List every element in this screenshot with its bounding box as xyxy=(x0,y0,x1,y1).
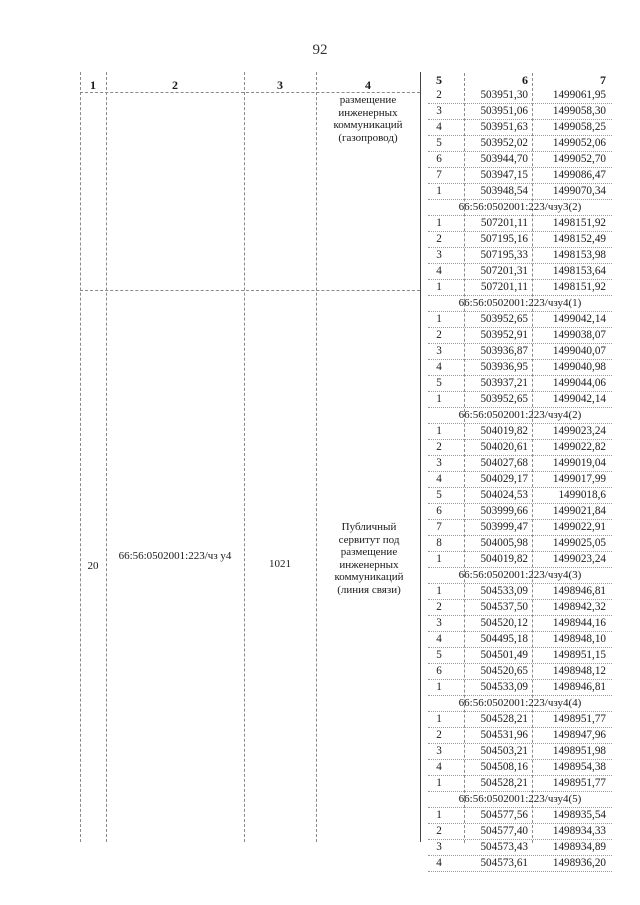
coordinate-row xyxy=(428,472,612,488)
coord-y: 1498151,92 xyxy=(552,217,606,229)
coord-y: 1499023,24 xyxy=(552,553,606,565)
header-col-3: 3 xyxy=(277,78,283,92)
coord-x: 503952,65 xyxy=(480,393,528,405)
cadastral-number: 66:56:0502001:223/чз у4 xyxy=(118,550,232,562)
point-number: 1 xyxy=(436,313,442,325)
coord-x: 507201,31 xyxy=(480,265,528,277)
coord-y: 1499052,06 xyxy=(552,137,606,149)
sub-zone-label-text: 66:56:0502001:223/чзу4(4) xyxy=(458,697,582,709)
coord-x: 504577,56 xyxy=(480,809,528,821)
point-number: 3 xyxy=(436,617,442,629)
point-number: 6 xyxy=(436,153,442,165)
coordinate-row xyxy=(428,824,612,840)
point-number: 5 xyxy=(436,649,442,661)
coord-x: 504533,09 xyxy=(480,585,528,597)
point-number: 1 xyxy=(436,585,442,597)
coordinate-row xyxy=(428,728,612,744)
coord-x: 504508,16 xyxy=(480,761,528,773)
coord-x: 503999,66 xyxy=(480,505,528,517)
coord-x: 6 xyxy=(522,73,528,87)
coordinate-row xyxy=(428,120,612,136)
coord-x: 504005,98 xyxy=(480,537,528,549)
point-number: 2 xyxy=(436,601,442,613)
sub-zone-label xyxy=(428,296,612,312)
point-number: 3 xyxy=(436,105,442,117)
coordinate-row xyxy=(428,104,612,120)
sub-zone-label-text: 66:56:0502001:223/чзу4(3) xyxy=(458,569,582,581)
point-number: 3 xyxy=(436,249,442,261)
coord-y: 1499040,98 xyxy=(552,361,606,373)
point-number: 4 xyxy=(436,857,442,869)
point-number: 1 xyxy=(436,777,442,789)
col-divider xyxy=(106,72,107,842)
coordinate-row xyxy=(428,760,612,776)
coord-x: 504019,82 xyxy=(480,425,528,437)
coordinate-row xyxy=(428,376,612,392)
sub-zone-label xyxy=(428,696,612,712)
coord-y: 1498153,98 xyxy=(552,249,606,261)
coord-y: 1498947,96 xyxy=(552,729,606,741)
point-number: 4 xyxy=(436,761,442,773)
point-number: 3 xyxy=(436,345,442,357)
point-number: 1 xyxy=(436,185,442,197)
record-number: 20 xyxy=(87,560,99,572)
point-number: 5 xyxy=(436,489,442,501)
coord-y: 1499023,24 xyxy=(552,425,606,437)
page-number: 92 xyxy=(312,42,328,58)
col-divider xyxy=(244,72,245,842)
coordinate-row xyxy=(428,664,612,680)
coord-y: 1498942,32 xyxy=(552,601,606,613)
point-number: 3 xyxy=(436,745,442,757)
coord-x: 504520,65 xyxy=(480,665,528,677)
point-number: 4 xyxy=(436,473,442,485)
coord-y: 1499044,06 xyxy=(552,377,606,389)
coord-y: 1498944,16 xyxy=(552,617,606,629)
coord-y: 1498951,77 xyxy=(552,713,606,725)
point-number: 1 xyxy=(436,393,442,405)
sub-zone-label-text: 66:56:0502001:223/чзу3(2) xyxy=(458,201,582,213)
coord-x: 504528,21 xyxy=(480,713,528,725)
coord-y: 1499042,14 xyxy=(552,313,606,325)
coord-y: 1499058,30 xyxy=(552,105,606,117)
point-number: 7 xyxy=(436,521,442,533)
coord-x: 504024,53 xyxy=(480,489,528,501)
coordinate-row xyxy=(428,88,612,104)
coord-y: 1499019,04 xyxy=(552,457,606,469)
coord-x: 504029,17 xyxy=(480,473,528,485)
coordinate-row xyxy=(428,504,612,520)
coord-y: 1499022,82 xyxy=(552,441,606,453)
coord-y: 7 xyxy=(600,73,606,87)
coord-x: 503937,21 xyxy=(480,377,528,389)
coordinate-row xyxy=(428,328,612,344)
coordinate-row xyxy=(428,840,612,856)
sub-zone-label-text: 66:56:0502001:223/чзу4(2) xyxy=(458,409,582,421)
coord-y: 1499052,70 xyxy=(552,153,606,165)
coord-y: 1499042,14 xyxy=(552,393,606,405)
point-number: 6 xyxy=(436,665,442,677)
coordinate-row xyxy=(428,808,612,824)
point-number: 3 xyxy=(436,841,442,853)
sub-zone-label-text: 66:56:0502001:223/чзу4(1) xyxy=(458,297,582,309)
coords-header-row xyxy=(428,73,612,88)
coord-x: 503952,91 xyxy=(480,329,528,341)
coord-x: 503947,15 xyxy=(480,169,528,181)
point-number: 3 xyxy=(436,457,442,469)
coordinate-row xyxy=(428,312,612,328)
purpose-top: размещение инженерных коммуникаций (газопровод) xyxy=(333,94,403,144)
point-number: 6 xyxy=(436,505,442,517)
coord-y: 1498153,64 xyxy=(552,265,606,277)
header-col-4: 4 xyxy=(365,78,371,92)
coord-y: 1498951,15 xyxy=(552,649,606,661)
coordinate-row xyxy=(428,856,612,872)
point-number: 5 xyxy=(436,137,442,149)
coord-x: 504020,61 xyxy=(480,441,528,453)
coordinate-row xyxy=(428,632,612,648)
coord-y: 1498934,33 xyxy=(552,825,606,837)
coordinate-row xyxy=(428,184,612,200)
coord-x: 507195,33 xyxy=(480,249,528,261)
point-number: 4 xyxy=(436,633,442,645)
coordinate-row xyxy=(428,488,612,504)
coord-y: 1499017,99 xyxy=(552,473,606,485)
col-divider xyxy=(80,72,81,842)
coord-y: 1499022,91 xyxy=(552,521,606,533)
col-divider xyxy=(316,72,317,842)
coord-x: 504531,96 xyxy=(480,729,528,741)
sub-zone-label-text: 66:56:0502001:223/чзу4(5) xyxy=(458,793,582,805)
coord-y: 1499038,07 xyxy=(552,329,606,341)
coord-x: 504533,09 xyxy=(480,681,528,693)
coord-y: 1498934,89 xyxy=(552,841,606,853)
coordinate-row xyxy=(428,344,612,360)
coord-x: 504520,12 xyxy=(480,617,528,629)
coord-x: 503951,63 xyxy=(480,121,528,133)
coord-x: 504501,49 xyxy=(480,649,528,661)
header-col-1: 1 xyxy=(90,78,96,92)
coordinates-list xyxy=(428,73,612,872)
point-number: 4 xyxy=(436,361,442,373)
coord-x: 503948,54 xyxy=(480,185,528,197)
coord-x: 504577,40 xyxy=(480,825,528,837)
sub-zone-label xyxy=(428,408,612,424)
point-number: 2 xyxy=(436,825,442,837)
coord-y: 1499018,6 xyxy=(558,489,606,501)
coord-x: 503951,30 xyxy=(480,89,528,101)
coordinate-row xyxy=(428,584,612,600)
coord-x: 503952,65 xyxy=(480,313,528,325)
coord-y: 1498935,54 xyxy=(552,809,606,821)
point-number: 4 xyxy=(436,265,442,277)
coordinate-row xyxy=(428,264,612,280)
coord-x: 504573,43 xyxy=(480,841,528,853)
coord-y: 1498954,38 xyxy=(552,761,606,773)
coord-y: 1499025,05 xyxy=(552,537,606,549)
point-number: 8 xyxy=(436,537,442,549)
coordinate-row xyxy=(428,616,612,632)
coord-y: 1498151,92 xyxy=(552,281,606,293)
coordinate-row xyxy=(428,552,612,568)
point-number: 2 xyxy=(436,329,442,341)
point-number: 1 xyxy=(436,713,442,725)
coordinate-row xyxy=(428,248,612,264)
point-number: 2 xyxy=(436,729,442,741)
coordinate-row xyxy=(428,600,612,616)
point-number: 1 xyxy=(436,553,442,565)
coord-x: 503936,95 xyxy=(480,361,528,373)
coordinate-row xyxy=(428,648,612,664)
coord-x: 504537,50 xyxy=(480,601,528,613)
sub-zone-label xyxy=(428,200,612,216)
coord-y: 1499061,95 xyxy=(552,89,606,101)
coord-y: 1498948,12 xyxy=(552,665,606,677)
row-divider xyxy=(80,290,420,291)
coord-y: 1498152,49 xyxy=(552,233,606,245)
coord-x: 503951,06 xyxy=(480,105,528,117)
coordinate-row xyxy=(428,360,612,376)
col-divider xyxy=(420,72,421,842)
purpose-main: Публичный сервитут под размещение инженерных коммуникаций (линия связи) xyxy=(334,521,404,596)
coord-y: 1499070,34 xyxy=(552,185,606,197)
coord-x: 504528,21 xyxy=(480,777,528,789)
coordinate-row xyxy=(428,392,612,408)
coord-y: 1499040,07 xyxy=(552,345,606,357)
point-number: 1 xyxy=(436,281,442,293)
coord-y: 1499058,25 xyxy=(552,121,606,133)
coordinate-row xyxy=(428,440,612,456)
coordinate-row xyxy=(428,152,612,168)
coordinate-row xyxy=(428,712,612,728)
point-number: 1 xyxy=(436,809,442,821)
coord-y: 1498936,20 xyxy=(552,857,606,869)
sub-zone-label xyxy=(428,792,612,808)
point-number: 2 xyxy=(436,233,442,245)
coordinate-row xyxy=(428,168,612,184)
coordinate-row xyxy=(428,680,612,696)
coord-x: 504027,68 xyxy=(480,457,528,469)
point-number: 2 xyxy=(436,89,442,101)
coord-x: 507195,16 xyxy=(480,233,528,245)
coordinate-row xyxy=(428,136,612,152)
coord-x: 507201,11 xyxy=(480,281,528,293)
coord-x: 507201,11 xyxy=(480,217,528,229)
coordinate-row xyxy=(428,232,612,248)
point-number: 5 xyxy=(436,377,442,389)
coord-x: 504495,18 xyxy=(480,633,528,645)
point-number: 4 xyxy=(436,121,442,133)
coord-y: 1498948,10 xyxy=(552,633,606,645)
coord-x: 503944,70 xyxy=(480,153,528,165)
coordinate-row xyxy=(428,536,612,552)
coordinate-row xyxy=(428,216,612,232)
coord-x: 503936,87 xyxy=(480,345,528,357)
coord-x: 504019,82 xyxy=(480,553,528,565)
coord-y: 1498946,81 xyxy=(552,585,606,597)
coordinate-row xyxy=(428,776,612,792)
coord-x: 503999,47 xyxy=(480,521,528,533)
area-value: 1021 xyxy=(269,558,291,570)
header-col-2: 2 xyxy=(172,78,178,92)
coord-y: 1499086,47 xyxy=(552,169,606,181)
coord-y: 1499021,84 xyxy=(552,505,606,517)
coord-x: 504573,61 xyxy=(480,857,528,869)
coordinate-row xyxy=(428,424,612,440)
sub-zone-label xyxy=(428,568,612,584)
point-number: 1 xyxy=(436,217,442,229)
coord-y: 1498951,77 xyxy=(552,777,606,789)
point-number: 1 xyxy=(436,425,442,437)
coord-y: 1498951,98 xyxy=(552,745,606,757)
coord-x: 503952,02 xyxy=(480,137,528,149)
point-number: 5 xyxy=(436,73,442,87)
coordinate-row xyxy=(428,744,612,760)
point-number: 7 xyxy=(436,169,442,181)
point-number: 1 xyxy=(436,681,442,693)
coordinate-row xyxy=(428,280,612,296)
coord-x: 504503,21 xyxy=(480,745,528,757)
coordinate-row xyxy=(428,456,612,472)
coordinate-row xyxy=(428,520,612,536)
point-number: 2 xyxy=(436,441,442,453)
coord-y: 1498946,81 xyxy=(552,681,606,693)
